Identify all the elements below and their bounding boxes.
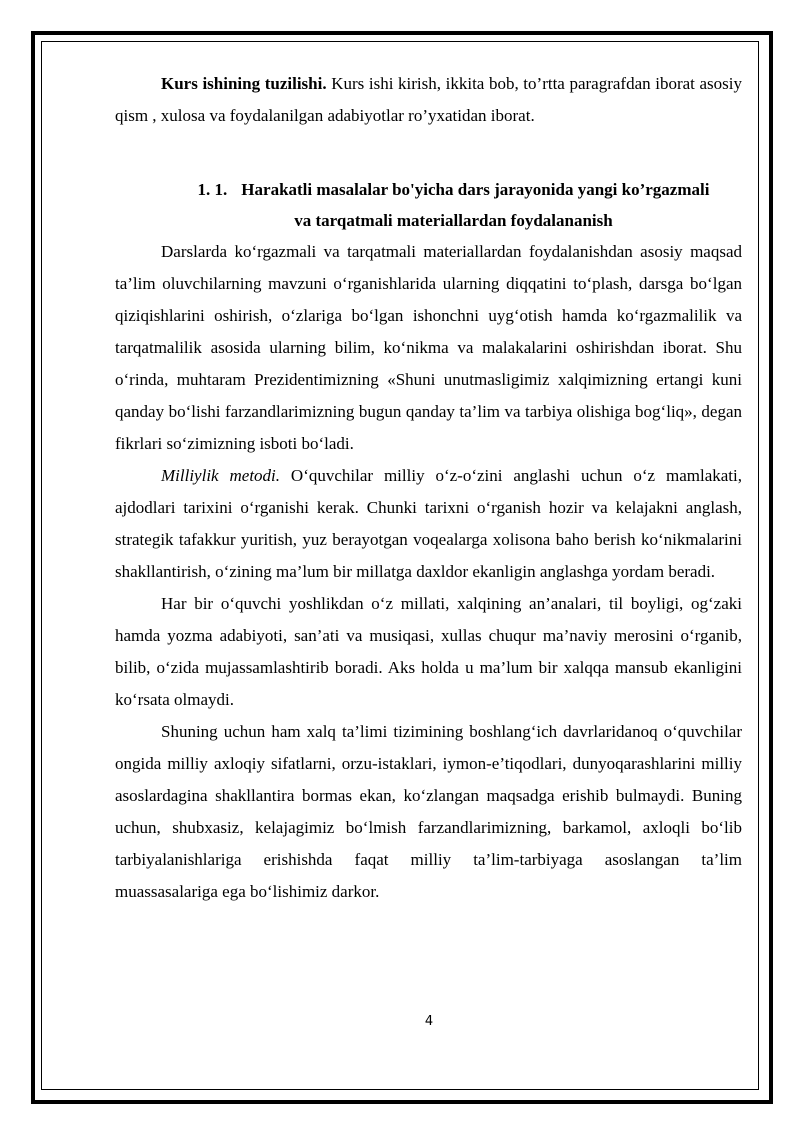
section-title-line1: Harakatli masalalar bo'yicha dars jarayonida yangi ko’rgazmali xyxy=(241,180,710,199)
intro-paragraph xyxy=(115,68,742,132)
paragraph-2-lead: Milliylik metodi. xyxy=(161,466,281,485)
intro-text: Kurs ishi kirish, ikkita bob, to’rtta paragrafdan iborat asosiy qism , xulosa va foydalanilgan adabiyotlar ro’yxatidan iborat. xyxy=(115,74,742,125)
paragraph-1: Darslarda ko‘rgazmali va tarqatmali materiallardan foydalanishdan asosiy maqsad ta’lim oluvchilarning mavzuni o‘rganishlarida ularning diqqatini to‘plash, darsga bo‘lgan qiziqishlarini oshirish, o‘zlariga bo‘lgan ishonchni uyg‘otish hamda ko‘rgazmalilik va tarqatmalilik asosida ularning bilim, ko‘nikma va malakalarini oshirishdan iborat. Shu o‘rinda, muhtaram Prezidentimizning «Shuni unutmasligimiz xalqimizning ertangi kuni qanday bo‘lishi farzandlarimizning bugun qanday ta’lim va tarbiya olishiga bog‘liq», degan fikrlari so‘zimizning isboti bo‘ladi. xyxy=(115,242,742,453)
paragraph-4: Shuning uchun ham xalq ta’limi tizimining boshlang‘ich davrlaridanoq o‘quvchilar ongida milliy axloqiy sifatlarni, orzu-istaklari, iymon-e’tiqodlari, dunyoqarashlarini milliy asoslardagina shakllantira bormas ekan, ko‘zlangan maqsadga erishib bulmaydi. Buning uchun, shubxasiz, kelajagimiz bo‘lmish farzandlarimizning, barkamol, axloqli bo‘lib tarbiyalanishlariga erishishda faqat milliy ta’lim-tarbiyaga asoslangan ta’lim muassasalariga ega bo‘lishimiz darkor. xyxy=(115,722,742,901)
intro-lead: Kurs ishining tuzilishi. xyxy=(161,74,327,93)
paragraph-2 xyxy=(115,460,742,588)
section-heading-line1 xyxy=(165,174,742,205)
paragraph-3: Har bir o‘quvchi yoshlikdan o‘z millati, xalqining an’analari, til boyligi, og‘zaki hamda yozma adabiyoti, san’ati va musiqasi, xullas chuqur ma’naviy merosini o‘rganib, bilib, o‘zida mujassamlashtirib boradi. Aks holda u ma’lum bir xalqqa mansub ekanligini ko‘rsata olmaydi. xyxy=(115,594,742,709)
section-heading xyxy=(115,174,742,236)
section-number: 1. 1. xyxy=(197,180,228,199)
paragraph-2-text: O‘quvchilar milliy o‘z-o‘zini anglashi uchun o‘z mamlakati, ajdodlari tarixini o‘rganishi kerak. Chunki tarixni o‘rganish hozir va kelajakni anglash, strategik tafakkur yuritish, yuz berayotgan voqealarga xolisona baho berish ko‘nikmalarini shakllantirish, o‘zining ma’lum bir millatga daxldor ekanligin anglashga yordam beradi. xyxy=(115,466,742,581)
document-body xyxy=(115,68,742,908)
section-title-line2: va tarqatmali materiallardan foydalananish xyxy=(294,211,613,230)
page-number: 4 xyxy=(424,1014,434,1029)
